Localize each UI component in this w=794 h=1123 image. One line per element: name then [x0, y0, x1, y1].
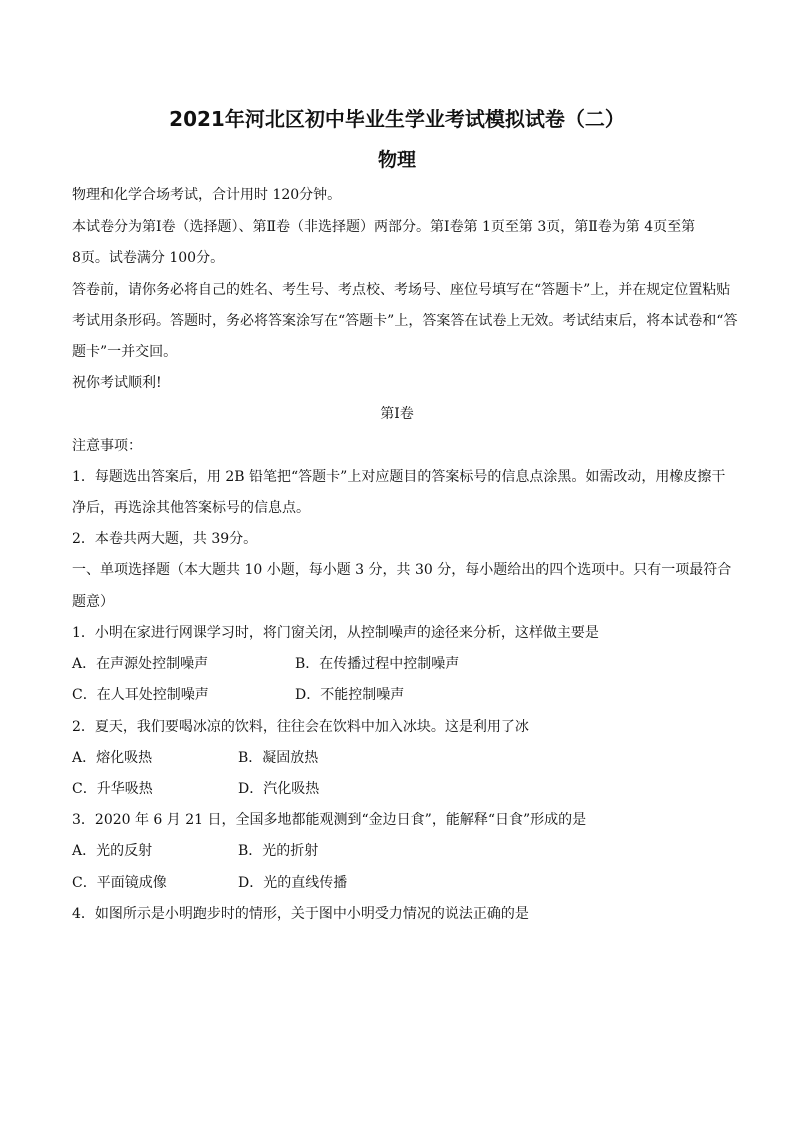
question-3-option-c: C．平面镜成像	[72, 875, 167, 891]
notice-1-line-1: 1．每题选出答案后，用 2B 铅笔把“答题卡”上对应题目的答案标号的信息点涂黑。如需改动，用橡皮擦干	[72, 469, 726, 485]
part-1-heading-line-1: 一、单项选择题（本大题共 10 小题，每小题 3 分，共 30 分，每小题给出的四个选项中。只有一项最符合	[72, 562, 732, 578]
subject-title: 物理	[377, 149, 416, 171]
exam-title: 2021年河北区初中毕业生学业考试模拟试卷（二）	[169, 107, 625, 131]
question-1-option-a: A．在声源处控制噪声	[72, 656, 209, 672]
question-1-option-c: C．在人耳处控制噪声	[72, 687, 209, 703]
question-3-stem: 3．2020 年 6 月 21 日，全国多地都能观测到“金边日食”，能解释“日食”形成的是	[72, 812, 587, 828]
intro-line-3: 8页。试卷满分 100分。	[72, 250, 225, 266]
question-3-option-d: D．光的直线传播	[238, 875, 348, 891]
notice-2: 2．本卷共两大题，共 39分。	[72, 531, 258, 547]
notice-1-line-2: 净后，再选涂其他答案标号的信息点。	[72, 500, 310, 516]
question-2-option-c: C．升华吸热	[72, 781, 153, 797]
section-title: 第Ⅰ卷	[380, 406, 414, 422]
intro-line-2: 本试卷分为第Ⅰ卷（选择题）、第Ⅱ卷（非选择题）两部分。第Ⅰ卷第 1页至第 3页，第Ⅱ卷为第 4页至第	[72, 219, 696, 235]
question-3-option-b: B．光的折射	[238, 843, 319, 859]
question-1-option-d: D．不能控制噪声	[295, 687, 405, 703]
intro-line-6: 题卡”一并交回。	[72, 344, 178, 360]
intro-line-1: 物理和化学合场考试，合计用时 120分钟。	[72, 187, 342, 203]
question-1-stem: 1．小明在家进行网课学习时，将门窗关闭，从控制噪声的途径来分析，这样做主要是	[72, 625, 599, 641]
question-2-option-d: D．汽化吸热	[238, 781, 320, 797]
intro-line-5: 考试用条形码。答题时，务必将答案涂写在“答题卡”上，答案答在试卷上无效。考试结束后，将本试卷和“答	[72, 313, 738, 329]
question-2-option-b: B．凝固放热	[238, 750, 319, 766]
part-1-heading-line-2: 题意）	[72, 594, 114, 610]
question-2-option-a: A．熔化吸热	[72, 750, 153, 766]
notice-title: 注意事项：	[72, 438, 142, 454]
question-1-option-b: B．在传播过程中控制噪声	[295, 656, 460, 672]
question-3-option-a: A．光的反射	[72, 843, 153, 859]
question-4-stem: 4．如图所示是小明跑步时的情形，关于图中小明受力情况的说法正确的是	[72, 906, 529, 922]
intro-line-4: 答卷前，请你务必将自己的姓名、考生号、考点校、考场号、座位号填写在“答题卡”上，并在规定位置粘贴	[72, 282, 731, 298]
intro-line-7: 祝你考试顺利!	[72, 375, 162, 391]
question-2-stem: 2．夏天，我们要喝冰凉的饮料，往往会在饮料中加入冰块。这是利用了冰	[72, 719, 529, 735]
